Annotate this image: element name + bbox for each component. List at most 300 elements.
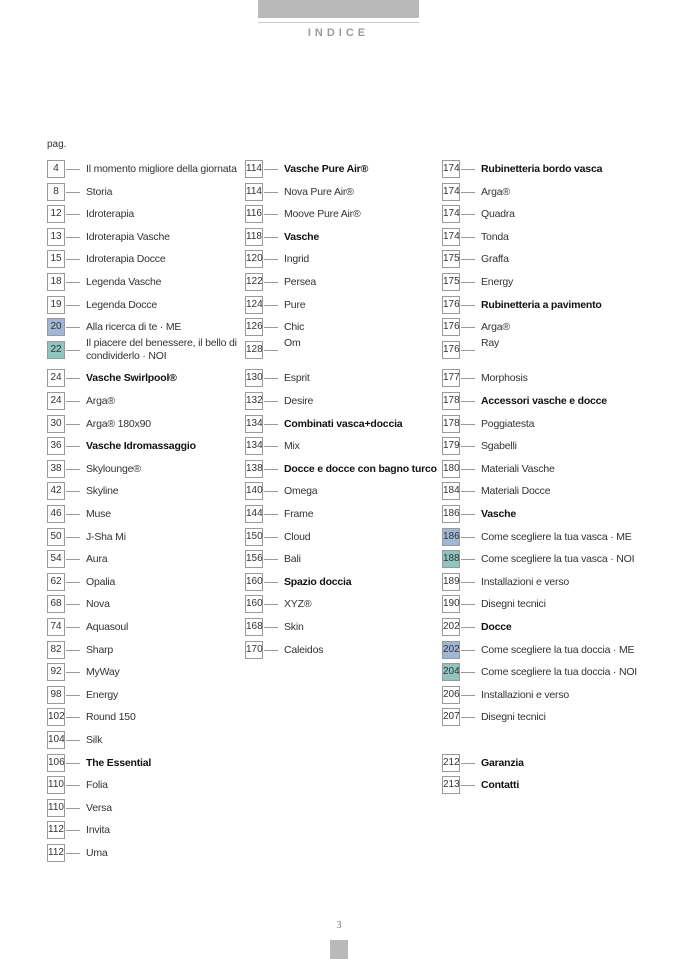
leader-line: [66, 192, 80, 193]
leader-line: [461, 169, 475, 170]
leader-line: [264, 650, 278, 651]
page-ref-box: 110: [47, 799, 65, 817]
entry-label: Caleidos: [284, 643, 324, 656]
section-heading: Vasche: [284, 230, 319, 243]
page-ref-box: 184: [442, 482, 460, 500]
page-ref-box: 176: [442, 296, 460, 314]
entry-label: Disegni tecnici: [481, 598, 546, 611]
section-heading: Spazio doccia: [284, 575, 352, 588]
index-entry: [245, 595, 445, 613]
page-ref-box: 160: [245, 573, 263, 591]
leader-line: [461, 446, 475, 447]
page-ref-box: 130: [245, 369, 263, 387]
leader-line: [461, 214, 475, 215]
page-ref-box: 140: [245, 482, 263, 500]
index-entry: [245, 415, 445, 433]
entry-label: Arga® 180x90: [86, 417, 151, 430]
index-entry: [47, 641, 247, 659]
page-ref-box: 176: [442, 341, 460, 359]
entry-label: Arga®: [481, 321, 510, 334]
leader-line: [461, 785, 475, 786]
page-ref-box: 186: [442, 505, 460, 523]
index-entry: [47, 731, 247, 749]
entry-label: J-Sha Mi: [86, 530, 126, 543]
section-heading: Vasche Swirlpool®: [86, 372, 177, 385]
page-ref-box: 134: [245, 437, 263, 455]
page-ref-box: 174: [442, 205, 460, 223]
entry-label: Frame: [284, 508, 314, 520]
entry-label: Muse: [86, 508, 111, 520]
index-entry: [442, 708, 642, 726]
index-entry: [245, 318, 445, 336]
page-ref-box: 178: [442, 392, 460, 410]
page-ref-box: 24: [47, 392, 65, 410]
entry-label: Esprit: [284, 372, 310, 385]
section-heading: Docce: [481, 621, 512, 633]
index-entry: [47, 505, 247, 523]
index-entry: [442, 618, 642, 636]
leader-line: [461, 627, 475, 628]
index-entry: [245, 460, 445, 478]
leader-line: [264, 582, 278, 583]
index-entry: [245, 273, 445, 291]
index-entry: [442, 296, 642, 314]
leader-line: [264, 378, 278, 379]
section-heading: Vasche Idromassaggio: [86, 440, 196, 453]
page-ref-box: 36: [47, 437, 65, 455]
page-ref-box: 98: [47, 686, 65, 704]
entry-label: Versa: [86, 801, 112, 814]
leader-line: [461, 695, 475, 696]
entry-label: Alla ricerca di te · ME: [86, 321, 182, 334]
entry-label: Opalia: [86, 575, 116, 588]
page-ref-box: 170: [245, 641, 263, 659]
index-entry: [442, 336, 642, 364]
leader-line: [264, 259, 278, 260]
page-ref-box: 177: [442, 369, 460, 387]
page-ref-box: 50: [47, 528, 65, 546]
section-heading: Vasche: [481, 508, 516, 520]
index-entry: [245, 183, 445, 201]
index-entry: [245, 437, 445, 455]
index-entry: [47, 595, 247, 613]
entry-label: Arga®: [481, 185, 510, 198]
index-entry: [442, 686, 642, 704]
leader-line: [264, 214, 278, 215]
entry-label: Poggiatesta: [481, 417, 535, 430]
leader-line: [264, 305, 278, 306]
entry-label: XYZ®: [284, 598, 312, 611]
page-ref-box: 128: [245, 341, 263, 359]
leader-line: [66, 672, 80, 673]
entry-label: Installazioni e verso: [481, 688, 570, 701]
entry-label: Tonda: [481, 230, 509, 243]
entry-label: Il momento migliore della giornata: [86, 163, 237, 175]
index-entry: [47, 799, 247, 817]
index-entry: [47, 460, 247, 478]
page-ref-box: 138: [245, 460, 263, 478]
index-entry: [47, 415, 247, 433]
page-ref-box: 74: [47, 618, 65, 636]
leader-line: [461, 327, 475, 328]
leader-line: [264, 192, 278, 193]
entry-label: Legenda Docce: [86, 298, 157, 311]
index-entry: [47, 205, 247, 223]
page-ref-box: 204: [442, 663, 460, 681]
page-ref-box: 190: [442, 595, 460, 613]
entry-label: Il piacere del benessere, il bello di condividerlo · NOI: [86, 336, 237, 362]
entry-label: Omega: [284, 485, 318, 498]
index-entry: [442, 228, 642, 246]
leader-line: [461, 559, 475, 560]
entry-label: Nova: [86, 598, 110, 611]
entry-label: Skyline: [86, 485, 119, 498]
index-entry: [47, 318, 247, 336]
section-heading: Rubinetteria bordo vasca: [481, 163, 603, 175]
index-entry: [47, 754, 247, 772]
index-entry: [47, 228, 247, 246]
leader-line: [461, 650, 475, 651]
index-entry: [47, 708, 247, 726]
index-entry: [47, 618, 247, 636]
leader-line: [66, 559, 80, 560]
index-entry: [245, 369, 445, 387]
leader-line: [461, 491, 475, 492]
entry-label: Come scegliere la tua doccia · NOI: [481, 666, 638, 679]
index-entry: [442, 205, 642, 223]
page-ref-box: 114: [245, 183, 263, 201]
index-entry: [47, 573, 247, 591]
page-ref-box: 180: [442, 460, 460, 478]
entry-label: Sharp: [86, 643, 114, 656]
page-ref-box: 104: [47, 731, 65, 749]
section-heading: Rubinetteria a pavimento: [481, 298, 602, 311]
page-ref-box: 176: [442, 318, 460, 336]
leader-line: [66, 740, 80, 741]
header-bar: [258, 0, 419, 18]
leader-line: [66, 830, 80, 831]
entry-label: Round 150: [86, 711, 136, 724]
section-heading: Accessori vasche e docce: [481, 395, 607, 407]
index-entry: [442, 437, 642, 455]
page-ref-box: 178: [442, 415, 460, 433]
index-entry: [245, 160, 445, 178]
leader-line: [66, 169, 80, 170]
index-entry: [442, 369, 642, 387]
leader-line: [264, 237, 278, 238]
leader-line: [264, 514, 278, 515]
entry-label: Moove Pure Air®: [284, 208, 361, 221]
leader-line: [461, 350, 475, 351]
page-ref-box: 112: [47, 821, 65, 839]
entry-label: Come scegliere la tua vasca · NOI: [481, 553, 635, 566]
page-ref-box: 46: [47, 505, 65, 523]
index-entry: [442, 573, 642, 591]
leader-line: [66, 717, 80, 718]
page-ref-box: 120: [245, 250, 263, 268]
index-entry: [47, 183, 247, 201]
leader-line: [461, 305, 475, 306]
page-ref-box: 22: [47, 341, 65, 359]
leader-line: [66, 582, 80, 583]
section-heading: Combinati vasca+doccia: [284, 417, 403, 430]
page-ref-box: 8: [47, 183, 65, 201]
page-ref-box: 124: [245, 296, 263, 314]
page-ref-box: 174: [442, 160, 460, 178]
page-ref-box: 112: [47, 844, 65, 862]
page-ref-box: 116: [245, 205, 263, 223]
index-entry: [442, 754, 642, 772]
page-title: INDICE: [307, 27, 370, 39]
leader-line: [66, 853, 80, 854]
index-entry: [47, 821, 247, 839]
leader-line: [66, 785, 80, 786]
page-ref-box: 179: [442, 437, 460, 455]
page-ref-box: 207: [442, 708, 460, 726]
index-entry: [442, 392, 642, 410]
page-ref-box: 186: [442, 528, 460, 546]
leader-line: [461, 282, 475, 283]
page-ref-box: 54: [47, 550, 65, 568]
index-entry: [245, 550, 445, 568]
index-entry: [442, 663, 642, 681]
entry-label: Quadra: [481, 208, 515, 221]
index-entry: [442, 505, 642, 523]
leader-line: [264, 327, 278, 328]
entry-label: Materiali Vasche: [481, 462, 555, 475]
leader-line: [66, 378, 80, 379]
footer-block: [330, 940, 348, 959]
leader-line: [264, 469, 278, 470]
leader-line: [66, 491, 80, 492]
leader-line: [461, 192, 475, 193]
index-entry: [442, 550, 642, 568]
index-entry: [245, 228, 445, 246]
entry-label: Come scegliere la tua doccia · ME: [481, 643, 635, 656]
entry-label: Folia: [86, 779, 108, 792]
page-ref-box: 68: [47, 595, 65, 613]
leader-line: [66, 446, 80, 447]
leader-line: [461, 237, 475, 238]
page-ref-box: 206: [442, 686, 460, 704]
leader-line: [66, 627, 80, 628]
page-ref-box: 38: [47, 460, 65, 478]
page-ref-box: 24: [47, 369, 65, 387]
entry-label: Storia: [86, 185, 113, 198]
page-ref-box: 175: [442, 273, 460, 291]
leader-line: [264, 627, 278, 628]
entry-label: Skylounge®: [86, 462, 141, 475]
page-ref-box: 212: [442, 754, 460, 772]
leader-line: [264, 282, 278, 283]
entry-label: Morphosis: [481, 372, 528, 385]
entry-label: Invita: [86, 824, 110, 837]
entry-label: Arga®: [86, 395, 115, 407]
leader-line: [66, 763, 80, 764]
entry-label: Ray: [481, 336, 500, 349]
entry-label: Aquasoul: [86, 621, 129, 633]
leader-line: [66, 537, 80, 538]
index-entry: [245, 205, 445, 223]
index-entry: [47, 369, 247, 387]
entry-label: Legenda Vasche: [86, 276, 162, 288]
entry-label: Nova Pure Air®: [284, 185, 354, 198]
leader-line: [461, 259, 475, 260]
entry-label: Pure: [284, 298, 306, 311]
entry-label: Idroterapia Vasche: [86, 230, 170, 243]
section-heading: The Essential: [86, 756, 152, 769]
page-ref-box: 30: [47, 415, 65, 433]
leader-line: [461, 401, 475, 402]
page-ref-box: 150: [245, 528, 263, 546]
page-ref-box: 156: [245, 550, 263, 568]
page-ref-box: 62: [47, 573, 65, 591]
index-entry: [442, 595, 642, 613]
index-entry: [245, 618, 445, 636]
leader-line: [66, 650, 80, 651]
page-ref-box: 168: [245, 618, 263, 636]
page-ref-box: 126: [245, 318, 263, 336]
page-ref-box: 202: [442, 618, 460, 636]
page-ref-box: 134: [245, 415, 263, 433]
page-ref-box: 118: [245, 228, 263, 246]
index-entry: [47, 437, 247, 455]
entry-label: Mix: [284, 440, 300, 453]
leader-line: [264, 446, 278, 447]
index-entry: [245, 482, 445, 500]
leader-line: [461, 763, 475, 764]
entry-label: Sgabelli: [481, 440, 517, 453]
page-ref-box: 160: [245, 595, 263, 613]
leader-line: [66, 695, 80, 696]
index-entry: [245, 392, 445, 410]
page-ref-box: 144: [245, 505, 263, 523]
page-ref-box: 102: [47, 708, 65, 726]
index-entry: [245, 641, 445, 659]
leader-line: [66, 327, 80, 328]
index-entry: [47, 663, 247, 681]
leader-line: [66, 469, 80, 470]
leader-line: [461, 717, 475, 718]
leader-line: [66, 401, 80, 402]
index-entry: [442, 460, 642, 478]
page-ref-box: 106: [47, 754, 65, 772]
index-entry: [442, 183, 642, 201]
leader-line: [66, 259, 80, 260]
page-ref-box: 110: [47, 776, 65, 794]
section-heading: Contatti: [481, 779, 520, 792]
index-entry: [245, 505, 445, 523]
entry-label: Skin: [284, 621, 304, 633]
page-ref-box: 15: [47, 250, 65, 268]
entry-label: Graffa: [481, 253, 509, 266]
index-entry: [442, 160, 642, 178]
page-ref-box: 92: [47, 663, 65, 681]
index-entry: [442, 776, 642, 794]
entry-label: Uma: [86, 847, 108, 859]
page-ref-box: 18: [47, 273, 65, 291]
index-entry: [47, 844, 247, 862]
leader-line: [264, 424, 278, 425]
leader-line: [66, 214, 80, 215]
index-entry: [245, 528, 445, 546]
entry-label: Idroterapia Docce: [86, 253, 166, 266]
leader-line: [264, 491, 278, 492]
index-entry: [245, 250, 445, 268]
page-ref-box: 132: [245, 392, 263, 410]
entry-label: Energy: [481, 276, 514, 288]
index-entry: [47, 392, 247, 410]
page-ref-box: 4: [47, 160, 65, 178]
page-ref-box: 189: [442, 573, 460, 591]
entry-label: Disegni tecnici: [481, 711, 546, 724]
leader-line: [264, 537, 278, 538]
index-entry: [245, 336, 445, 364]
page-number: 3: [336, 920, 342, 931]
page-ref-box: 202: [442, 641, 460, 659]
leader-line: [264, 169, 278, 170]
leader-line: [461, 378, 475, 379]
index-entry: [442, 641, 642, 659]
entry-label: Installazioni e verso: [481, 575, 570, 588]
index-entry: [442, 273, 642, 291]
index-entry: [442, 482, 642, 500]
page-ref-box: 174: [442, 183, 460, 201]
leader-line: [66, 282, 80, 283]
entry-label: Bali: [284, 553, 301, 566]
leader-line: [66, 808, 80, 809]
index-entry: [442, 528, 642, 546]
leader-line: [461, 582, 475, 583]
page-ref-box: 175: [442, 250, 460, 268]
section-heading: Garanzia: [481, 756, 524, 769]
index-entry: [47, 160, 247, 178]
page-ref-box: 12: [47, 205, 65, 223]
leader-line: [461, 672, 475, 673]
index-entry: [47, 776, 247, 794]
entry-label: Chic: [284, 321, 305, 334]
index-entry: [442, 415, 642, 433]
leader-line: [66, 350, 80, 351]
page-ref-box: 122: [245, 273, 263, 291]
entry-label: MyWay: [86, 666, 120, 679]
entry-label: Cloud: [284, 530, 311, 543]
leader-line: [264, 350, 278, 351]
page-ref-box: 19: [47, 296, 65, 314]
leader-line: [461, 604, 475, 605]
leader-line: [264, 401, 278, 402]
index-entry: [47, 528, 247, 546]
entry-label: Om: [284, 336, 301, 349]
leader-line: [264, 604, 278, 605]
section-heading: Docce e docce con bagno turco: [284, 462, 437, 475]
pag-label: pag.: [47, 139, 67, 150]
page-ref-box: 114: [245, 160, 263, 178]
header-rule: [258, 22, 419, 23]
index-entry: [47, 686, 247, 704]
index-entry: [47, 336, 247, 364]
leader-line: [461, 469, 475, 470]
index-entry: [442, 250, 642, 268]
index-entry: [47, 296, 247, 314]
index-entry: [442, 318, 642, 336]
leader-line: [461, 424, 475, 425]
index-entry: [47, 250, 247, 268]
index-entry: [245, 296, 445, 314]
entry-label: Silk: [86, 734, 103, 746]
page-ref-box: 174: [442, 228, 460, 246]
section-heading: Vasche Pure Air®: [284, 163, 369, 175]
